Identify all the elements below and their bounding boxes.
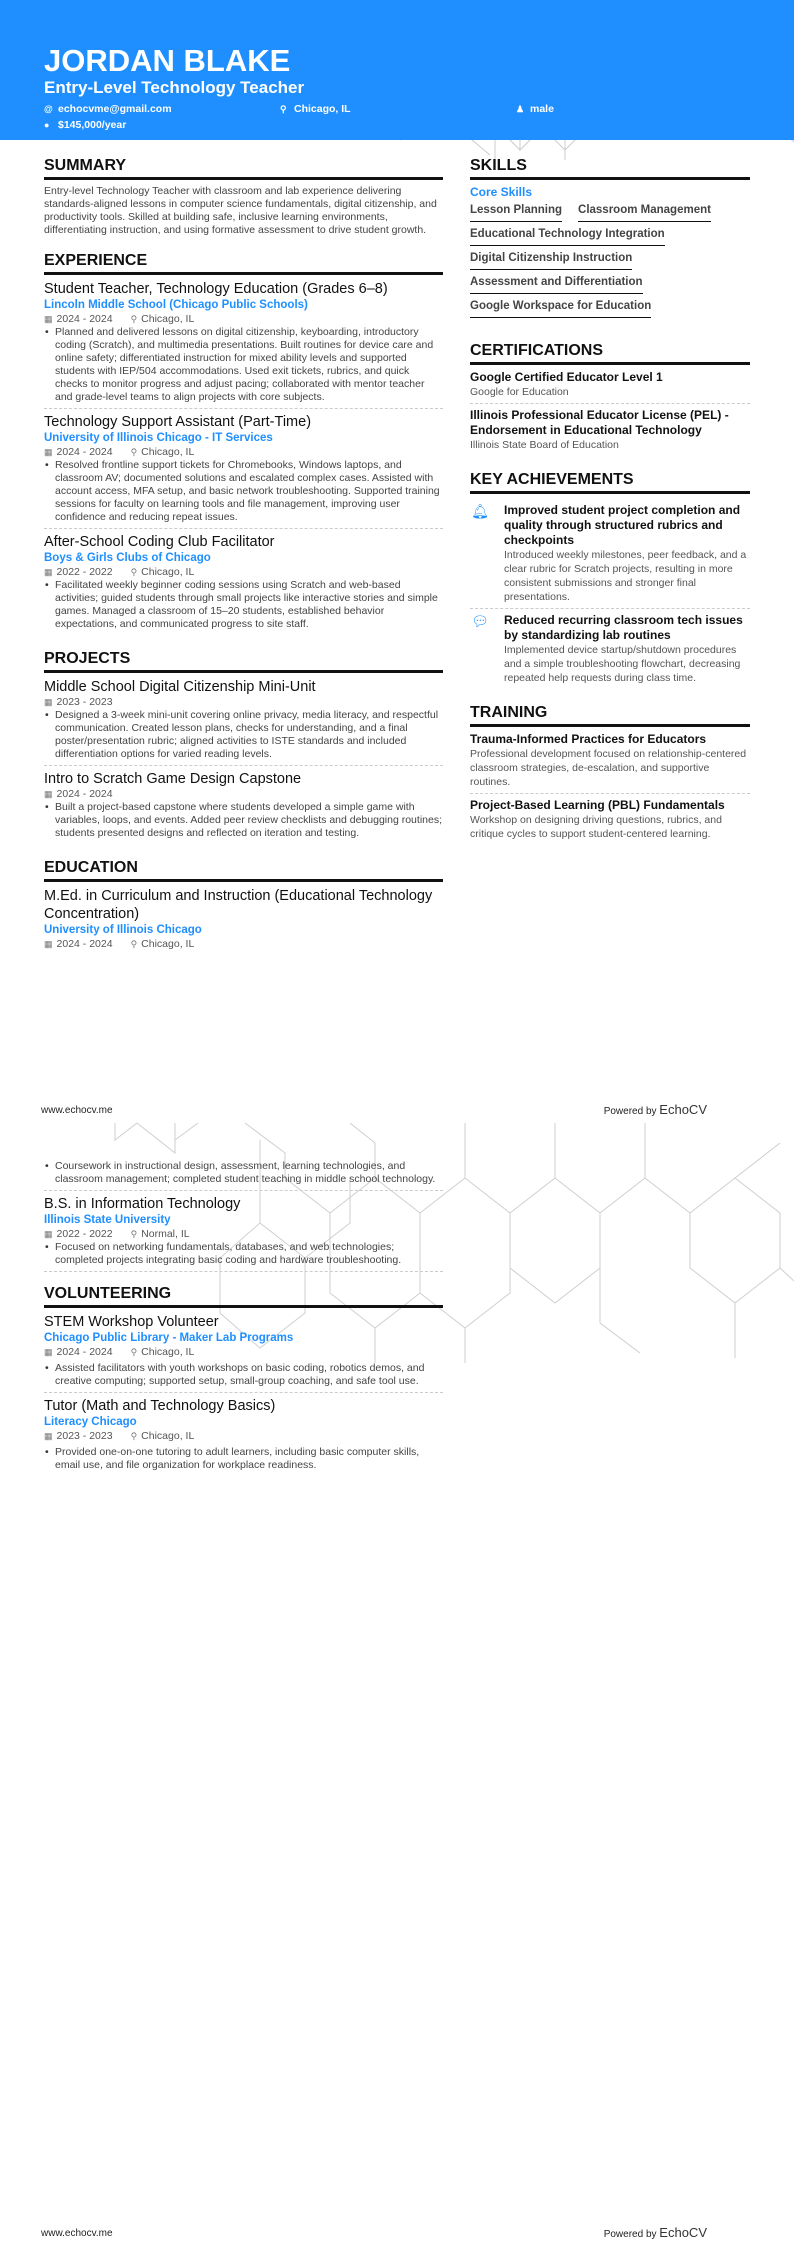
at-icon: @: [44, 104, 53, 114]
job-title: Technology Support Assistant (Part-Time): [44, 414, 312, 430]
job-title: Student Teacher, Technology Education (Grades 6–8): [44, 281, 388, 297]
school-name: University of Illinois Chicago: [44, 924, 202, 936]
dates: 2024 - 2024: [56, 938, 113, 950]
candidate-title: Entry-Level Technology Teacher: [44, 78, 305, 97]
left-column: [44, 156, 443, 969]
project-item: [44, 678, 443, 766]
training-title: Trauma-Informed Practices for Educators: [470, 732, 707, 746]
experience-item: [44, 413, 443, 529]
section-heading: SKILLS: [470, 156, 750, 180]
achievement-text: Introduced weekly milestones, peer feedback, and a clear rubric for Scratch projects, resulting in more consistent submissions and stronger final presentations.: [504, 549, 747, 603]
certification-item: [470, 370, 750, 404]
calendar-icon: ▦: [44, 697, 53, 707]
achievement-item: [470, 499, 750, 609]
achievement-title: Improved student project completion and quality through structured rubrics and checkpoints: [504, 503, 741, 547]
dates: 2024 - 2024: [56, 1346, 113, 1358]
calendar-icon: ▦: [44, 1431, 53, 1441]
footer-powered-by: Powered by EchoCV: [603, 1102, 707, 1117]
footer-website[interactable]: www.echocv.me: [41, 2228, 113, 2239]
bullet: • Coursework in instructional design, assessment, learning technologies, and classroom management; completed student teaching in middle school technology.: [44, 1160, 443, 1186]
skill-tag: Digital Citizenship Instruction: [470, 249, 632, 270]
location-pin-icon: ⚲: [130, 939, 138, 949]
contact-location: ⚲ Chicago, IL: [280, 103, 351, 115]
skill-tag: Classroom Management: [578, 201, 711, 222]
dates: 2023 - 2023: [56, 1430, 113, 1442]
volunteering-item: [44, 1397, 443, 1476]
dates: 2022 - 2022: [56, 1228, 113, 1240]
brand-logo: EchoCV: [659, 2225, 707, 2240]
organization: Chicago Public Library - Maker Lab Programs: [44, 1332, 294, 1344]
cert-title: Illinois Professional Educator License (PEL) - Endorsement in Educational Technology: [470, 408, 729, 437]
skill-tag: Lesson Planning: [470, 201, 562, 222]
dates: 2024 - 2024: [56, 446, 113, 458]
section-heading: KEY ACHIEVEMENTS: [470, 470, 750, 494]
volunteering-section: [44, 1284, 443, 1476]
company-name: University of Illinois Chicago - IT Services: [44, 432, 273, 444]
contact-email[interactable]: @ echocvme@gmail.com: [44, 103, 172, 115]
location: Chicago, IL: [141, 1430, 195, 1442]
section-heading: EDUCATION: [44, 858, 443, 882]
calendar-icon: ▦: [44, 939, 53, 949]
calendar-icon: ▦: [44, 567, 53, 577]
job-title: After-School Coding Club Facilitator: [44, 534, 275, 550]
left-column-continued: [44, 1160, 443, 1490]
location-pin-icon: ⚲: [130, 567, 138, 577]
bullet: • Resolved frontline support tickets for Chromebooks, Windows laptops, and classroom AV; documented solutions and escalated complex cases. Assisted with account access, MFA setup, and basic network troubleshooting. Supported training sessions for faculty on learning tools and file management, improving user confidence and reducing repeat issues.: [44, 459, 443, 524]
bullet: • Provided one-on-one tutoring to adult learners, including basic computer skills, email use, and file organization for workplace readiness.: [44, 1446, 443, 1472]
section-heading: VOLUNTEERING: [44, 1284, 443, 1308]
experience-item: [44, 533, 443, 635]
location: Chicago, IL: [141, 446, 195, 458]
project-item: [44, 770, 443, 844]
training-section: [470, 703, 750, 845]
resume-page-2: [0, 1123, 794, 2246]
skill-tag: Educational Technology Integration: [470, 225, 665, 246]
degree: B.S. in Information Technology: [44, 1196, 241, 1212]
location-pin-icon: ⚲: [130, 314, 138, 324]
training-item: [470, 732, 750, 794]
certification-item: [470, 408, 750, 456]
bullet: • Facilitated weekly beginner coding sessions using Scratch and web-based activities; guided students through small projects like interactive stories and simple games. Managed a classroom of 15–20 students, established behavior expectations, and communicated progress to site staff.: [44, 579, 443, 631]
education-item: [44, 1195, 443, 1272]
projects-section: [44, 649, 443, 844]
candidate-name: JORDAN BLAKE: [44, 43, 291, 78]
right-column: [470, 156, 750, 859]
bullet: • Assisted facilitators with youth workshops on basic coding, robotics demos, and creative computing; supported setup, small-group coaching, and safe tool use.: [44, 1362, 443, 1388]
section-heading: EXPERIENCE: [44, 251, 443, 275]
section-heading: PROJECTS: [44, 649, 443, 673]
calendar-icon: ▦: [44, 1347, 53, 1357]
organization: Literacy Chicago: [44, 1416, 137, 1428]
dates: 2024 - 2024: [56, 313, 113, 325]
section-heading: TRAINING: [470, 703, 750, 727]
summary-text: Entry-level Technology Teacher with classroom and lab experience delivering standards-aligned lessons in computer science fundamentals, digital citizenship, and productivity tools. Skilled at building safe, inclusive learning environments, differentiating instruction, and using formative assessment to drive student growth.: [44, 185, 437, 236]
training-text: Professional development focused on relationship-centered classroom strategies, de-escalation, and supportive routines.: [470, 748, 747, 788]
company-name: Lincoln Middle School (Chicago Public Schools): [44, 299, 308, 311]
location: Chicago, IL: [141, 1346, 195, 1358]
resume-header: [0, 0, 794, 140]
training-title: Project-Based Learning (PBL) Fundamentals: [470, 798, 725, 812]
skill-tag: Assessment and Differentiation: [470, 273, 643, 294]
calendar-icon: ▦: [44, 447, 53, 457]
bell-icon: 🔔︎: [471, 503, 489, 519]
contact-salary: ● $145,000/year: [44, 119, 127, 131]
bullet: • Planned and delivered lessons on digital citizenship, keyboarding, introductory coding (Scratch), and multimedia presentations. Built routines for device care and online safety; differentiated instruction for mixed ability levels and supported students with IEP/504 accommodations. Used exit tickets, rubrics, and quick checks to monitor progress and adjust pacing; collaborated with mentor teacher and grade-level teams to align projects with core subjects.: [44, 326, 443, 404]
skill-tag: Google Workspace for Education: [470, 297, 651, 318]
summary-section: [44, 156, 443, 237]
location-pin-icon: ⚲: [130, 1347, 138, 1357]
degree: M.Ed. in Curriculum and Instruction (Educational Technology Concentration): [44, 888, 433, 922]
calendar-icon: ▦: [44, 789, 53, 799]
location-pin-icon: ⚲: [130, 1431, 138, 1441]
training-item: [470, 798, 750, 845]
calendar-icon: ▦: [44, 314, 53, 324]
section-heading: CERTIFICATIONS: [470, 341, 750, 365]
money-icon: ●: [44, 120, 50, 130]
achievement-title: Reduced recurring classroom tech issues by standardizing lab routines: [504, 613, 743, 642]
cert-issuer: Google for Education: [470, 386, 569, 398]
achievements-section: [470, 470, 750, 689]
bullet: • Built a project-based capstone where students developed a simple game with variables, loops, and events. Added peer review checklists and debugging routines; students presented designs and reflected on iteration and testing.: [44, 801, 443, 840]
training-text: Workshop on designing driving questions, rubrics, and critique cycles to support student-centered learning.: [470, 814, 722, 840]
location-pin-icon: ⚲: [280, 104, 287, 114]
school-name: Illinois State University: [44, 1214, 171, 1226]
location-pin-icon: ⚲: [130, 1229, 138, 1239]
volunteer-role: Tutor (Math and Technology Basics): [44, 1398, 276, 1414]
calendar-icon: ▦: [44, 1229, 53, 1239]
skills-section: [470, 156, 750, 321]
education-item: [44, 887, 443, 955]
brand-logo: EchoCV: [659, 1102, 707, 1117]
project-title: Middle School Digital Citizenship Mini-Unit: [44, 679, 316, 695]
certifications-section: [470, 341, 750, 456]
dates: 2023 - 2023: [56, 696, 113, 708]
footer-website[interactable]: www.echocv.me: [41, 1105, 113, 1116]
bullet: • Designed a 3-week mini-unit covering online privacy, media literacy, and respectful communication. Created lesson plans, checks for understanding, and a final poster/presentation rubric; aligned activities to ISTE standards and included differentiation options for varied reading levels.: [44, 709, 443, 761]
location: Chicago, IL: [141, 938, 195, 950]
contact-info: [44, 103, 794, 131]
location: Chicago, IL: [141, 566, 195, 578]
cert-title: Google Certified Educator Level 1: [470, 370, 663, 384]
volunteer-role: STEM Workshop Volunteer: [44, 1314, 219, 1330]
dates: 2022 - 2022: [56, 566, 113, 578]
education-item-continued: [44, 1160, 443, 1191]
achievement-text: Implemented device startup/shutdown procedures and a simple troubleshooting flowchart, decreasing repeated help requests during class time.: [504, 644, 741, 684]
section-heading: SUMMARY: [44, 156, 443, 180]
footer-powered-by: Powered by EchoCV: [603, 2225, 707, 2240]
volunteering-item: [44, 1313, 443, 1393]
experience-item: [44, 280, 443, 409]
contact-gender: ♟ male: [516, 103, 554, 115]
location: Normal, IL: [141, 1228, 190, 1240]
location: Chicago, IL: [141, 313, 195, 325]
company-name: Boys & Girls Clubs of Chicago: [44, 552, 211, 564]
project-title: Intro to Scratch Game Design Capstone: [44, 771, 302, 787]
cert-issuer: Illinois State Board of Education: [470, 439, 619, 451]
achievement-item: [470, 609, 750, 689]
person-icon: ♟: [516, 104, 525, 114]
education-section: [44, 858, 443, 955]
dates: 2024 - 2024: [56, 788, 113, 800]
chat-bubble-icon: 💬︎: [471, 613, 489, 629]
bullet: • Focused on networking fundamentals, databases, and web technologies; completed projects integrating basic coding and hardware troubleshooting.: [44, 1241, 443, 1267]
location-pin-icon: ⚲: [130, 447, 138, 457]
experience-section: [44, 251, 443, 635]
skills-subheading: Core Skills: [470, 185, 533, 199]
